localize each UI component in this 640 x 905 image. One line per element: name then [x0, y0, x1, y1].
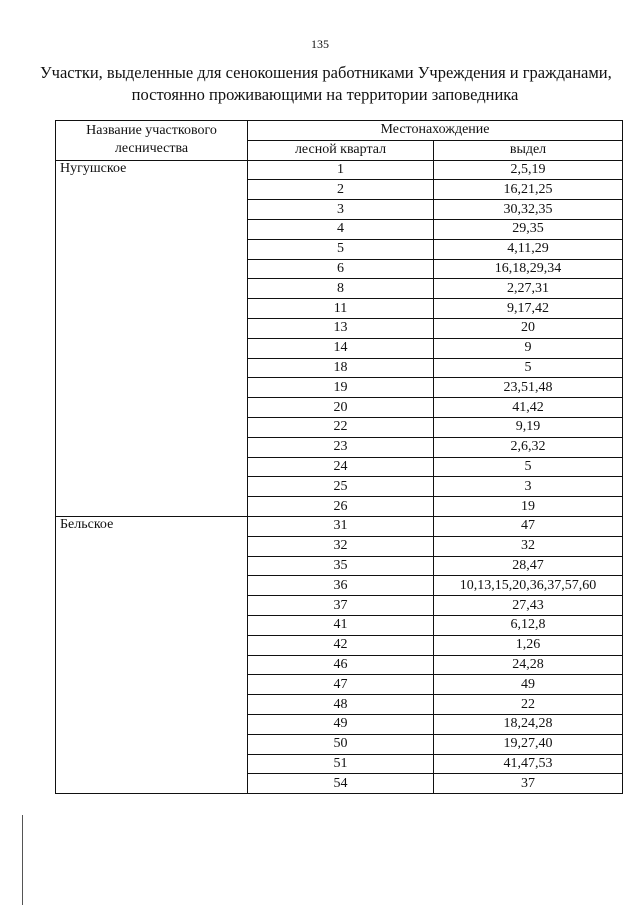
section-cell: 1,26: [434, 635, 623, 655]
quarter-cell: 2: [248, 180, 434, 200]
quarter-cell: 37: [248, 596, 434, 616]
section-cell: 5: [434, 457, 623, 477]
quarter-cell: 8: [248, 279, 434, 299]
quarter-cell: 35: [248, 556, 434, 576]
header-forestry-line-1: Название участкового: [86, 123, 217, 139]
quarter-cell: 22: [248, 417, 434, 437]
quarter-cell: 49: [248, 714, 434, 734]
quarter-cell: 13: [248, 318, 434, 338]
section-cell: 37: [434, 774, 623, 794]
quarter-cell: 42: [248, 635, 434, 655]
section-cell: 41,47,53: [434, 754, 623, 774]
quarter-cell: 48: [248, 695, 434, 715]
table-row: [56, 160, 623, 180]
section-cell: 32: [434, 536, 623, 556]
quarter-cell: 11: [248, 299, 434, 319]
section-cell: 4,11,29: [434, 239, 623, 259]
section-cell: 9,17,42: [434, 299, 623, 319]
section-cell: 16,18,29,34: [434, 259, 623, 279]
quarter-cell: 19: [248, 378, 434, 398]
quarter-cell: 36: [248, 576, 434, 596]
section-cell: 47: [434, 516, 623, 536]
section-cell: 28,47: [434, 556, 623, 576]
hayfield-table: [55, 120, 623, 794]
quarter-cell: 24: [248, 457, 434, 477]
title-line-1: Участки, выделенные для сенокошения работниками Учреждения и гражданами,: [40, 63, 612, 82]
section-cell: 10,13,15,20,36,37,57,60: [434, 576, 623, 596]
quarter-cell: 20: [248, 398, 434, 418]
table-row: [56, 516, 623, 536]
quarter-cell: 3: [248, 200, 434, 220]
table-body: [56, 160, 623, 794]
quarter-cell: 25: [248, 477, 434, 497]
section-cell: 29,35: [434, 219, 623, 239]
section-cell: 19,27,40: [434, 734, 623, 754]
quarter-cell: 32: [248, 536, 434, 556]
scan-margin-line: [22, 815, 23, 905]
section-cell: 30,32,35: [434, 200, 623, 220]
section-cell: 3: [434, 477, 623, 497]
section-cell: 20: [434, 318, 623, 338]
quarter-cell: 14: [248, 338, 434, 358]
page-number: 135: [311, 37, 329, 51]
quarter-cell: 50: [248, 734, 434, 754]
header-quarter: лесной квартал: [248, 140, 434, 160]
section-cell: 49: [434, 675, 623, 695]
section-cell: 19: [434, 497, 623, 517]
quarter-cell: 6: [248, 259, 434, 279]
forestry-name: Нугушское: [56, 160, 248, 516]
header-forestry-name: [56, 121, 248, 161]
section-cell: 9: [434, 338, 623, 358]
document-title: [40, 62, 610, 106]
section-cell: 41,42: [434, 398, 623, 418]
forestry-name: Бельское: [56, 516, 248, 793]
header-forestry-line-2: лесничества: [114, 141, 189, 157]
section-cell: 5: [434, 358, 623, 378]
section-cell: 2,6,32: [434, 437, 623, 457]
section-cell: 23,51,48: [434, 378, 623, 398]
section-cell: 16,21,25: [434, 180, 623, 200]
quarter-cell: 4: [248, 219, 434, 239]
quarter-cell: 41: [248, 615, 434, 635]
section-cell: 6,12,8: [434, 615, 623, 635]
section-cell: 27,43: [434, 596, 623, 616]
section-cell: 24,28: [434, 655, 623, 675]
quarter-cell: 51: [248, 754, 434, 774]
quarter-cell: 26: [248, 497, 434, 517]
header-section: выдел: [434, 140, 623, 160]
quarter-cell: 18: [248, 358, 434, 378]
section-cell: 2,27,31: [434, 279, 623, 299]
quarter-cell: 47: [248, 675, 434, 695]
quarter-cell: 46: [248, 655, 434, 675]
title-line-2: постоянно проживающими на территории заповедника: [131, 85, 519, 104]
quarter-cell: 31: [248, 516, 434, 536]
section-cell: 18,24,28: [434, 714, 623, 734]
section-cell: 22: [434, 695, 623, 715]
quarter-cell: 23: [248, 437, 434, 457]
quarter-cell: 1: [248, 160, 434, 180]
section-cell: 9,19: [434, 417, 623, 437]
quarter-cell: 54: [248, 774, 434, 794]
section-cell: 2,5,19: [434, 160, 623, 180]
quarter-cell: 5: [248, 239, 434, 259]
header-location: Местонахождение: [248, 121, 623, 141]
